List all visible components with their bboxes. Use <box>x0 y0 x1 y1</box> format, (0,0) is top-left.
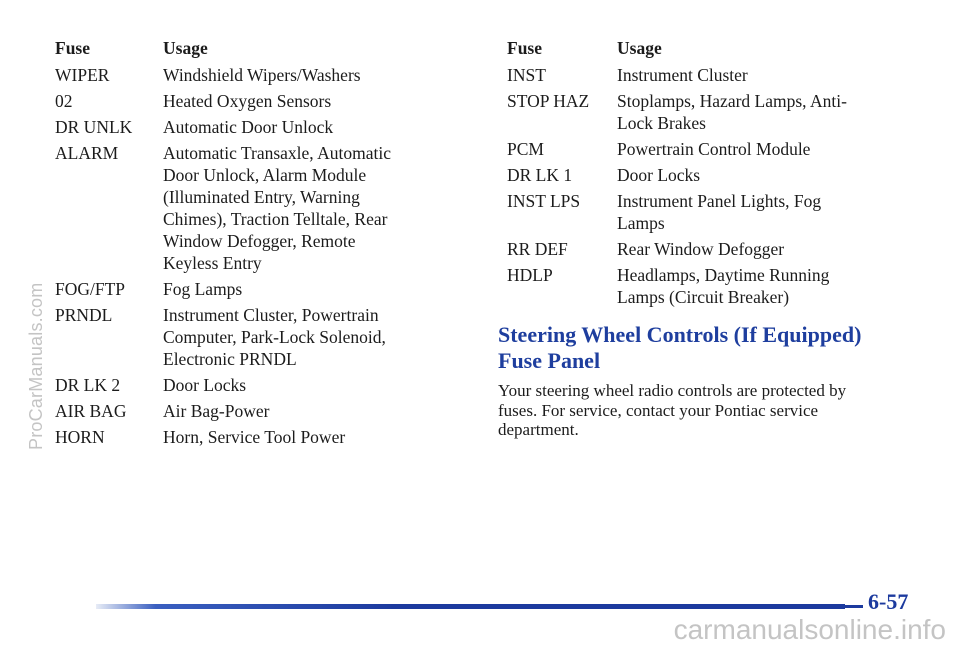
fuse-usage: Windshield Wipers/Washers <box>163 65 361 85</box>
fuse-usage: Instrument Panel Lights, Fog Lamps <box>617 191 822 233</box>
usage-column-header: Usage <box>617 38 662 58</box>
fuse-usage: Air Bag-Power <box>163 401 270 421</box>
fuse-name: PCM <box>507 139 544 159</box>
bottom-watermark: carmanualsonline.info <box>673 614 946 645</box>
table-row <box>507 164 857 186</box>
fuse-name: STOP HAZ <box>507 91 590 111</box>
fuse-name: HORN <box>55 427 105 447</box>
fuse-usage: Headlamps, Daytime Running Lamps (Circuit Breaker) <box>617 265 830 307</box>
fuse-name: DR UNLK <box>55 117 133 137</box>
fuse-usage: Powertrain Control Module <box>617 139 811 159</box>
fuse-name: DR LK 2 <box>55 375 121 395</box>
fuse-name: WIPER <box>55 65 110 85</box>
fuse-usage: Rear Window Defogger <box>617 239 785 259</box>
table-row <box>507 190 857 234</box>
table-row <box>55 64 408 86</box>
table-row <box>507 138 857 160</box>
table-row <box>55 426 408 448</box>
fuse-usage: Door Locks <box>617 165 701 185</box>
fuse-usage: Heated Oxygen Sensors <box>163 91 332 111</box>
side-watermark: ProCarManuals.com <box>26 282 46 450</box>
fuse-name: 02 <box>55 91 73 111</box>
fuse-name: PRNDL <box>55 305 113 325</box>
section-heading: Steering Wheel Controls (If Equipped) Fuse Panel <box>498 322 862 373</box>
table-row <box>55 142 408 274</box>
table-row <box>55 90 408 112</box>
table-row <box>55 278 408 300</box>
page-number: 6-57 <box>868 589 909 614</box>
fuse-name: INST LPS <box>507 191 581 211</box>
fuse-name: AIR BAG <box>55 401 127 421</box>
fuse-name: FOG/FTP <box>55 279 126 299</box>
table-header <box>55 37 408 59</box>
table-row <box>55 374 408 396</box>
table-row <box>507 90 857 134</box>
fuse-name: ALARM <box>55 143 119 163</box>
fuse-usage: Instrument Cluster <box>617 65 748 85</box>
footer-rule-tail <box>845 605 863 608</box>
usage-column-header: Usage <box>163 38 208 58</box>
left-fuse-table <box>55 37 408 452</box>
table-row <box>55 116 408 138</box>
fuse-usage: Door Locks <box>163 375 247 395</box>
fuse-usage: Horn, Service Tool Power <box>163 427 346 447</box>
table-header <box>507 37 857 59</box>
fuse-usage: Stoplamps, Hazard Lamps, Anti-Lock Brakes <box>617 91 847 133</box>
fuse-name: RR DEF <box>507 239 568 259</box>
fuse-usage: Automatic Door Unlock <box>163 117 334 137</box>
fuse-column-header: Fuse <box>55 38 90 58</box>
fuse-name: HDLP <box>507 265 553 285</box>
table-row <box>55 304 408 370</box>
table-row <box>507 64 857 86</box>
fuse-usage: Instrument Cluster, Powertrain Computer, Park-Lock Solenoid, Electronic PRNDL <box>163 305 386 369</box>
footer-rule <box>96 604 845 609</box>
section-paragraph: Your steering wheel radio controls are protected by fuses. For service, contact your Pontiac service department. <box>498 381 847 439</box>
right-fuse-table <box>507 37 857 312</box>
fuse-name: INST <box>507 65 546 85</box>
fuse-name: DR LK 1 <box>507 165 573 185</box>
fuse-usage: Fog Lamps <box>163 279 243 299</box>
table-row <box>507 238 857 260</box>
fuse-column-header: Fuse <box>507 38 542 58</box>
fuse-usage: Automatic Transaxle, Automatic Door Unlock, Alarm Module (Illuminated Entry, Warning Chimes), Traction Telltale, Rear Window Defogger, Remote Keyless Entry <box>163 143 391 273</box>
table-row <box>507 264 857 308</box>
table-row <box>55 400 408 422</box>
